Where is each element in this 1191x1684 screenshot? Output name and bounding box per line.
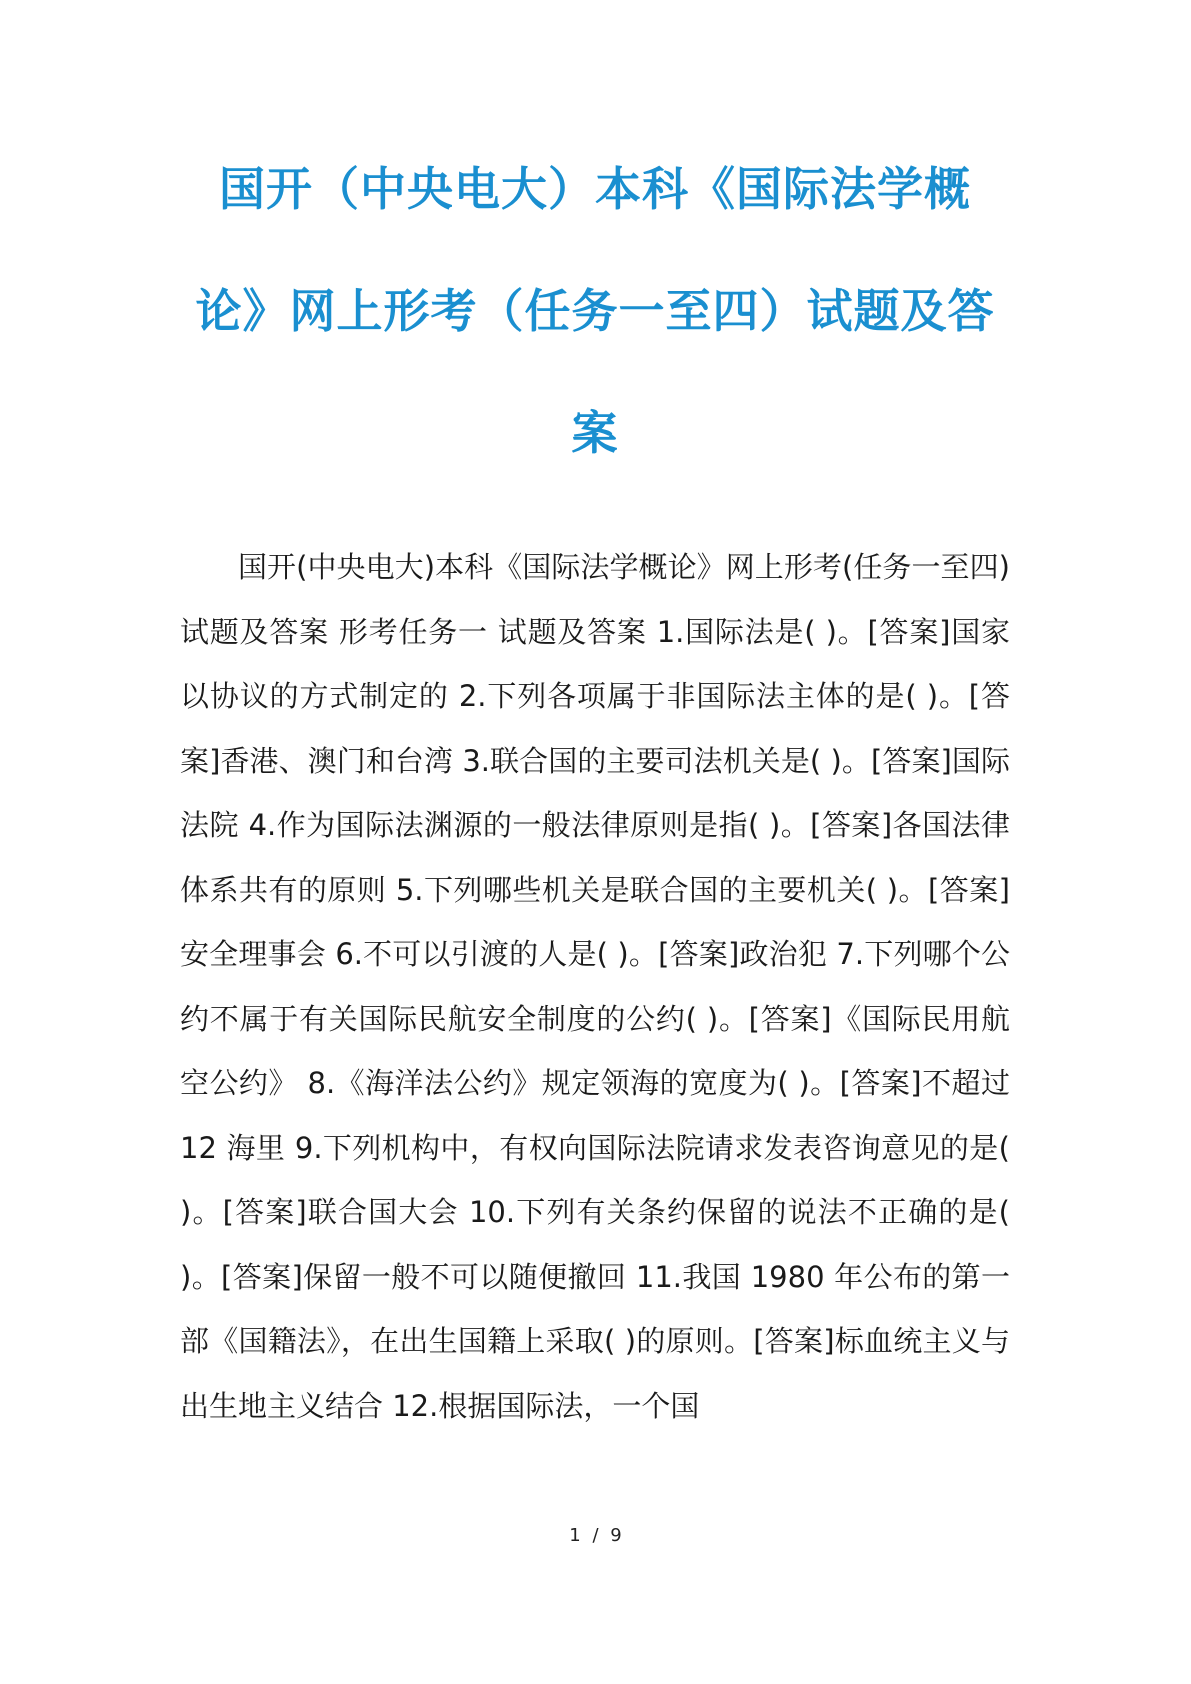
title-line-1: 国开（中央电大）本科《国际法学概 xyxy=(219,162,971,216)
document-body-paragraph: 国开(中央电大)本科《国际法学概论》网上形考(任务一至四)试题及答案 形考任务一 试题及答案 1.国际法是( )。[答案]国家以协议的方式制定的 2.下列各项属于非国际法主体的是( )。[答案]香港、澳门和台湾 3.联合国的主要司法机关是( )。[答案]国际法院 4.作为国际法渊源的一般法律原则是指( )。[答案]各国法律体系共有的原则 5.下列哪些机关是联合国的主要机关( )。[答案]安全理事会 6.不可以引渡的人是( )。[答案]政治犯 7.下列哪个公约不属于有关国际民航安全制度的公约( )。[答案]《国际民用航空公约》 8.《海洋法公约》规定领海的宽度为( )。[答案]不超过 12 海里 9.下列机构中，有权向国际法院请求发表咨询意见的是( )。[答案]联合国大会 10.下列有关条约保留的说法不正确的是( )。[答案]保留一般不可以随便撤回 11.我国 1980 年公布的第一部《国籍法》，在出生国籍上采取( )的原则。[答案]标血统主义与出生地主义结合 12.根据国际法，一个国 xyxy=(180,550,1010,1423)
document-title xyxy=(150,128,1040,494)
page-number-footer xyxy=(0,1525,1191,1546)
page-total: 9 xyxy=(610,1525,622,1546)
title-line-3: 案 xyxy=(571,406,619,460)
page-current: 1 xyxy=(569,1525,581,1546)
page-separator: / xyxy=(592,1525,599,1546)
title-line-2: 论》网上形考（任务一至四）试题及答 xyxy=(195,284,995,338)
